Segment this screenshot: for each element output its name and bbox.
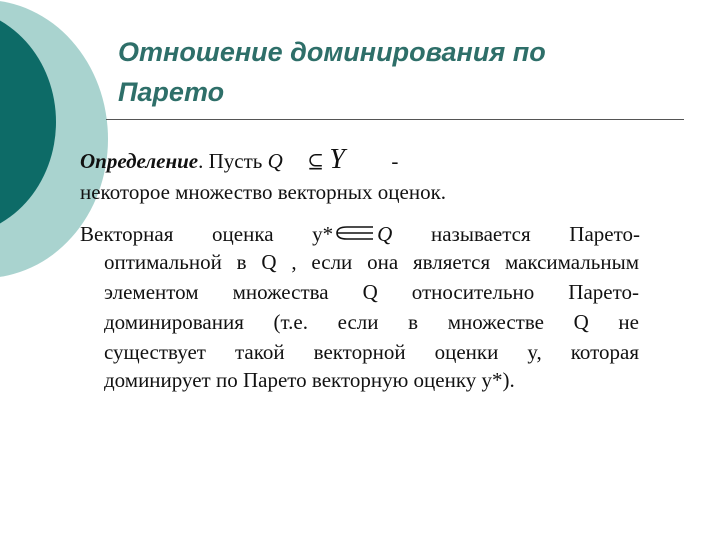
definition-label: Определение [80, 149, 199, 173]
paragraph-line-4: доминирования (т.е. если в множестве Q не [104, 310, 639, 334]
set-y: Y [329, 144, 345, 175]
set-q: Q [267, 149, 283, 173]
y-star: y* [312, 222, 334, 246]
definition-line [80, 146, 398, 176]
paragraph-line-3: элементом множества Q относительно Парето- [104, 280, 639, 304]
definition-line-2: некоторое множество векторных оценок. [80, 180, 447, 204]
title-divider [106, 119, 684, 120]
title-line-2: Парето [118, 77, 225, 107]
title-line-1: Отношение доминирования по [118, 37, 546, 67]
word-pareto: Парето- [569, 222, 640, 246]
paragraph-line-6: доминирует по Парето векторную оценку y*). [104, 368, 515, 392]
belongs-symbol [333, 223, 377, 243]
word-called: называется [430, 222, 531, 246]
definition-dot: . [198, 149, 204, 173]
word-vector: Векторная [80, 222, 174, 246]
subset-symbol: ⊆ [307, 151, 325, 173]
definition-text: Пусть [203, 149, 268, 173]
definition-dash: - [391, 149, 399, 173]
paragraph-line-2: оптимальной в Q , если она является максимальным [104, 250, 639, 274]
paragraph-line-1 [80, 220, 640, 248]
slide-title [118, 32, 678, 112]
paragraph-line-5: существует такой векторной оценки y, которая [104, 340, 639, 364]
y-star-in-q [312, 222, 392, 246]
set-q-2: Q [377, 222, 393, 246]
word-estimate: оценка [212, 222, 274, 246]
